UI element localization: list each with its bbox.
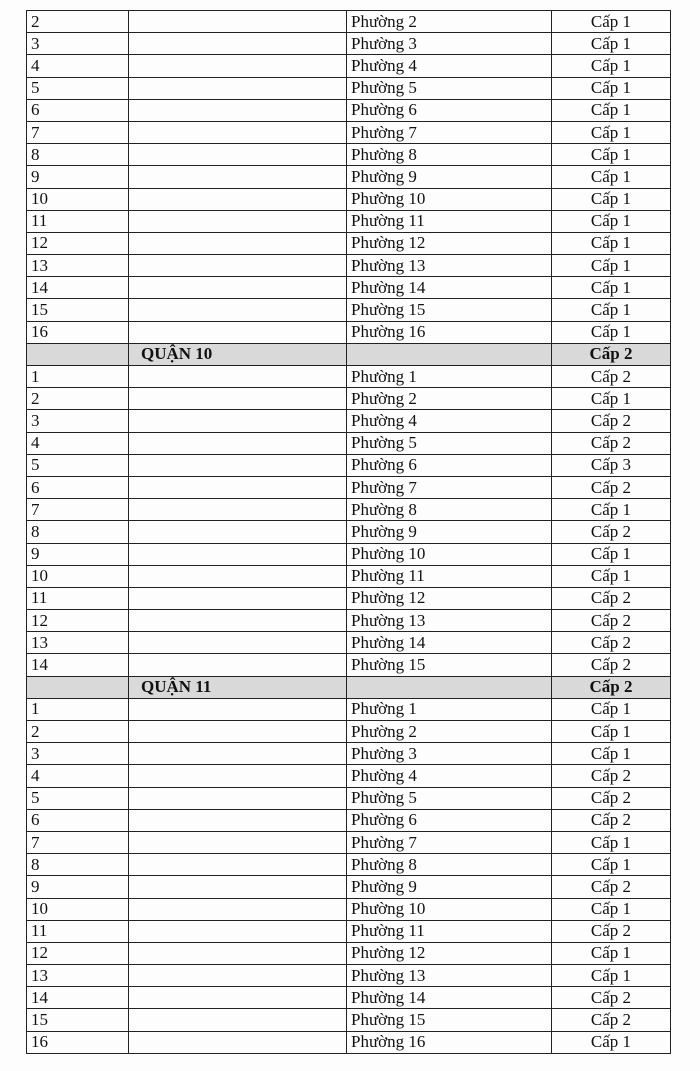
- table-row: [27, 831, 671, 853]
- district-header-row: [27, 676, 671, 698]
- table-row: [27, 698, 671, 720]
- ward-level: Cấp 2: [552, 654, 671, 676]
- ward-name: Phường 9: [347, 876, 552, 898]
- ward-name: Phường 15: [347, 654, 552, 676]
- district-cell: [129, 787, 347, 809]
- ward-name: Phường 4: [347, 765, 552, 787]
- district-cell: [129, 698, 347, 720]
- district-cell: [129, 55, 347, 77]
- table-row: [27, 77, 671, 99]
- table-row: [27, 99, 671, 121]
- district-cell: [129, 809, 347, 831]
- district-level: Cấp 2: [552, 343, 671, 365]
- district-cell: [129, 144, 347, 166]
- ward-level: Cấp 2: [552, 366, 671, 388]
- district-cell: [129, 232, 347, 254]
- stt-cell: 14: [27, 277, 129, 299]
- district-cell: [129, 854, 347, 876]
- district-cell: [129, 476, 347, 498]
- ward-name: Phường 4: [347, 410, 552, 432]
- ward-name: Phường 5: [347, 787, 552, 809]
- ward-name: Phường 2: [347, 11, 552, 33]
- ward-name: Phường 1: [347, 366, 552, 388]
- stt-cell: 14: [27, 987, 129, 1009]
- stt-cell: [27, 676, 129, 698]
- ward-level-table: [26, 10, 671, 1054]
- district-cell: [129, 632, 347, 654]
- table-row: [27, 743, 671, 765]
- district-cell: [129, 743, 347, 765]
- ward-name: Phường 1: [347, 698, 552, 720]
- district-cell: [129, 876, 347, 898]
- district-cell: [129, 499, 347, 521]
- stt-cell: 7: [27, 499, 129, 521]
- stt-cell: 3: [27, 743, 129, 765]
- stt-cell: 16: [27, 1031, 129, 1053]
- ward-name: Phường 10: [347, 543, 552, 565]
- district-cell: [129, 587, 347, 609]
- district-cell: [129, 99, 347, 121]
- table-row: [27, 388, 671, 410]
- ward-name: Phường 14: [347, 632, 552, 654]
- district-name: QUẬN 11: [129, 676, 347, 698]
- table-row: [27, 321, 671, 343]
- ward-name: Phường 6: [347, 99, 552, 121]
- stt-cell: 9: [27, 166, 129, 188]
- ward-level: Cấp 2: [552, 521, 671, 543]
- ward-name: Phường 6: [347, 809, 552, 831]
- table-row: [27, 188, 671, 210]
- stt-cell: 7: [27, 121, 129, 143]
- ward-name: Phường 7: [347, 121, 552, 143]
- table-row: [27, 632, 671, 654]
- ward-level: Cấp 1: [552, 942, 671, 964]
- table-row: [27, 255, 671, 277]
- ward-level: Cấp 2: [552, 1009, 671, 1031]
- district-cell: [129, 898, 347, 920]
- ward-level: Cấp 2: [552, 410, 671, 432]
- district-cell: [129, 454, 347, 476]
- table-row: [27, 454, 671, 476]
- table-row: [27, 543, 671, 565]
- ward-level: Cấp 2: [552, 987, 671, 1009]
- ward-name: Phường 6: [347, 454, 552, 476]
- ward-level: Cấp 1: [552, 277, 671, 299]
- district-cell: [129, 277, 347, 299]
- district-cell: [129, 410, 347, 432]
- district-cell: [129, 255, 347, 277]
- table-row: [27, 942, 671, 964]
- ward-level: Cấp 1: [552, 121, 671, 143]
- ward-level: Cấp 2: [552, 587, 671, 609]
- table-row: [27, 121, 671, 143]
- ward-level: Cấp 1: [552, 144, 671, 166]
- ward-name: Phường 10: [347, 898, 552, 920]
- stt-cell: 11: [27, 920, 129, 942]
- table-row: [27, 654, 671, 676]
- stt-cell: 8: [27, 521, 129, 543]
- ward-name: Phường 13: [347, 255, 552, 277]
- ward-level: Cấp 1: [552, 55, 671, 77]
- ward-name: Phường 12: [347, 942, 552, 964]
- ward-level: Cấp 2: [552, 632, 671, 654]
- stt-cell: 6: [27, 476, 129, 498]
- ward-level: Cấp 2: [552, 432, 671, 454]
- stt-cell: 11: [27, 210, 129, 232]
- ward-level: Cấp 1: [552, 166, 671, 188]
- table-row: [27, 210, 671, 232]
- ward-level: Cấp 1: [552, 743, 671, 765]
- stt-cell: 2: [27, 388, 129, 410]
- stt-cell: 5: [27, 77, 129, 99]
- district-cell: [129, 321, 347, 343]
- district-cell: [129, 299, 347, 321]
- ward-name: Phường 11: [347, 920, 552, 942]
- stt-cell: 4: [27, 765, 129, 787]
- stt-cell: 8: [27, 144, 129, 166]
- table-row: [27, 787, 671, 809]
- district-cell: [129, 654, 347, 676]
- district-header-row: [27, 343, 671, 365]
- table-row: [27, 898, 671, 920]
- ward-level: Cấp 1: [552, 11, 671, 33]
- table-row: [27, 987, 671, 1009]
- stt-cell: 4: [27, 432, 129, 454]
- table-row: [27, 1031, 671, 1053]
- ward-name: Phường 14: [347, 987, 552, 1009]
- ward-name: Phường 16: [347, 321, 552, 343]
- ward-name: Phường 14: [347, 277, 552, 299]
- table-row: [27, 920, 671, 942]
- stt-cell: 1: [27, 698, 129, 720]
- table-row: [27, 277, 671, 299]
- ward-level: Cấp 1: [552, 232, 671, 254]
- ward-level: Cấp 1: [552, 565, 671, 587]
- district-cell: [129, 831, 347, 853]
- ward-name: Phường 3: [347, 33, 552, 55]
- ward-level: Cấp 2: [552, 920, 671, 942]
- stt-cell: 12: [27, 232, 129, 254]
- ward-name: Phường 15: [347, 299, 552, 321]
- table-row: [27, 366, 671, 388]
- district-cell: [129, 366, 347, 388]
- stt-cell: 6: [27, 99, 129, 121]
- ward-level: Cấp 1: [552, 698, 671, 720]
- table-row: [27, 876, 671, 898]
- ward-level: Cấp 2: [552, 765, 671, 787]
- ward-name: Phường 12: [347, 232, 552, 254]
- stt-cell: 15: [27, 299, 129, 321]
- district-cell: [129, 188, 347, 210]
- stt-cell: 2: [27, 11, 129, 33]
- ward-level: Cấp 1: [552, 499, 671, 521]
- ward-level: Cấp 3: [552, 454, 671, 476]
- stt-cell: 5: [27, 787, 129, 809]
- table-row: [27, 432, 671, 454]
- ward-level: Cấp 2: [552, 476, 671, 498]
- district-cell: [129, 610, 347, 632]
- ward-name: Phường 7: [347, 476, 552, 498]
- stt-cell: 10: [27, 188, 129, 210]
- ward-name: Phường 9: [347, 166, 552, 188]
- district-cell: [129, 1009, 347, 1031]
- table-row: [27, 521, 671, 543]
- ward-level: Cấp 1: [552, 188, 671, 210]
- stt-cell: 4: [27, 55, 129, 77]
- table-row: [27, 765, 671, 787]
- ward-name: Phường 12: [347, 587, 552, 609]
- ward-name: Phường 7: [347, 831, 552, 853]
- district-cell: [129, 33, 347, 55]
- ward-cell: [347, 343, 552, 365]
- ward-name: Phường 5: [347, 432, 552, 454]
- district-cell: [129, 543, 347, 565]
- table-row: [27, 166, 671, 188]
- ward-name: Phường 2: [347, 721, 552, 743]
- stt-cell: [27, 343, 129, 365]
- ward-level: Cấp 1: [552, 255, 671, 277]
- district-cell: [129, 388, 347, 410]
- table-row: [27, 610, 671, 632]
- district-cell: [129, 432, 347, 454]
- ward-name: Phường 5: [347, 77, 552, 99]
- stt-cell: 9: [27, 543, 129, 565]
- table-row: [27, 809, 671, 831]
- district-cell: [129, 166, 347, 188]
- stt-cell: 8: [27, 854, 129, 876]
- table-row: [27, 33, 671, 55]
- ward-name: Phường 11: [347, 565, 552, 587]
- district-cell: [129, 210, 347, 232]
- table-row: [27, 965, 671, 987]
- stt-cell: 2: [27, 721, 129, 743]
- stt-cell: 9: [27, 876, 129, 898]
- district-cell: [129, 77, 347, 99]
- ward-name: Phường 16: [347, 1031, 552, 1053]
- ward-name: Phường 15: [347, 1009, 552, 1031]
- stt-cell: 5: [27, 454, 129, 476]
- ward-level: Cấp 1: [552, 77, 671, 99]
- ward-level: Cấp 1: [552, 99, 671, 121]
- stt-cell: 7: [27, 831, 129, 853]
- ward-name: Phường 8: [347, 144, 552, 166]
- district-cell: [129, 942, 347, 964]
- ward-name: Phường 8: [347, 499, 552, 521]
- table-row: [27, 587, 671, 609]
- table-row: [27, 11, 671, 33]
- stt-cell: 12: [27, 942, 129, 964]
- ward-level: Cấp 2: [552, 787, 671, 809]
- table-row: [27, 410, 671, 432]
- ward-name: Phường 4: [347, 55, 552, 77]
- stt-cell: 12: [27, 610, 129, 632]
- ward-level: Cấp 1: [552, 543, 671, 565]
- ward-level: Cấp 1: [552, 33, 671, 55]
- ward-level: Cấp 1: [552, 854, 671, 876]
- table-row: [27, 232, 671, 254]
- stt-cell: 13: [27, 965, 129, 987]
- stt-cell: 10: [27, 898, 129, 920]
- district-level: Cấp 2: [552, 676, 671, 698]
- ward-name: Phường 13: [347, 610, 552, 632]
- district-cell: [129, 987, 347, 1009]
- ward-level: Cấp 1: [552, 831, 671, 853]
- table-row: [27, 565, 671, 587]
- ward-name: Phường 11: [347, 210, 552, 232]
- table-row: [27, 476, 671, 498]
- table-row: [27, 55, 671, 77]
- ward-level: Cấp 1: [552, 1031, 671, 1053]
- ward-name: Phường 10: [347, 188, 552, 210]
- district-cell: [129, 765, 347, 787]
- district-cell: [129, 965, 347, 987]
- table-row: [27, 1009, 671, 1031]
- stt-cell: 11: [27, 587, 129, 609]
- ward-name: Phường 3: [347, 743, 552, 765]
- stt-cell: 14: [27, 654, 129, 676]
- table-body: [27, 11, 671, 1054]
- district-cell: [129, 565, 347, 587]
- district-cell: [129, 721, 347, 743]
- stt-cell: 10: [27, 565, 129, 587]
- table-row: [27, 299, 671, 321]
- district-name: QUẬN 10: [129, 343, 347, 365]
- stt-cell: 3: [27, 33, 129, 55]
- ward-level: Cấp 1: [552, 965, 671, 987]
- district-cell: [129, 121, 347, 143]
- stt-cell: 15: [27, 1009, 129, 1031]
- stt-cell: 6: [27, 809, 129, 831]
- stt-cell: 16: [27, 321, 129, 343]
- ward-cell: [347, 676, 552, 698]
- ward-level: Cấp 1: [552, 721, 671, 743]
- stt-cell: 3: [27, 410, 129, 432]
- table-row: [27, 499, 671, 521]
- ward-level: Cấp 1: [552, 388, 671, 410]
- district-cell: [129, 920, 347, 942]
- ward-level: Cấp 1: [552, 210, 671, 232]
- stt-cell: 13: [27, 255, 129, 277]
- ward-level: Cấp 2: [552, 876, 671, 898]
- stt-cell: 13: [27, 632, 129, 654]
- ward-name: Phường 2: [347, 388, 552, 410]
- ward-name: Phường 8: [347, 854, 552, 876]
- ward-name: Phường 13: [347, 965, 552, 987]
- ward-name: Phường 9: [347, 521, 552, 543]
- table-row: [27, 721, 671, 743]
- district-cell: [129, 521, 347, 543]
- table-row: [27, 144, 671, 166]
- ward-level: Cấp 1: [552, 898, 671, 920]
- ward-level: Cấp 1: [552, 321, 671, 343]
- ward-level: Cấp 1: [552, 299, 671, 321]
- table-row: [27, 854, 671, 876]
- ward-level: Cấp 2: [552, 610, 671, 632]
- district-cell: [129, 11, 347, 33]
- district-cell: [129, 1031, 347, 1053]
- stt-cell: 1: [27, 366, 129, 388]
- ward-level: Cấp 2: [552, 809, 671, 831]
